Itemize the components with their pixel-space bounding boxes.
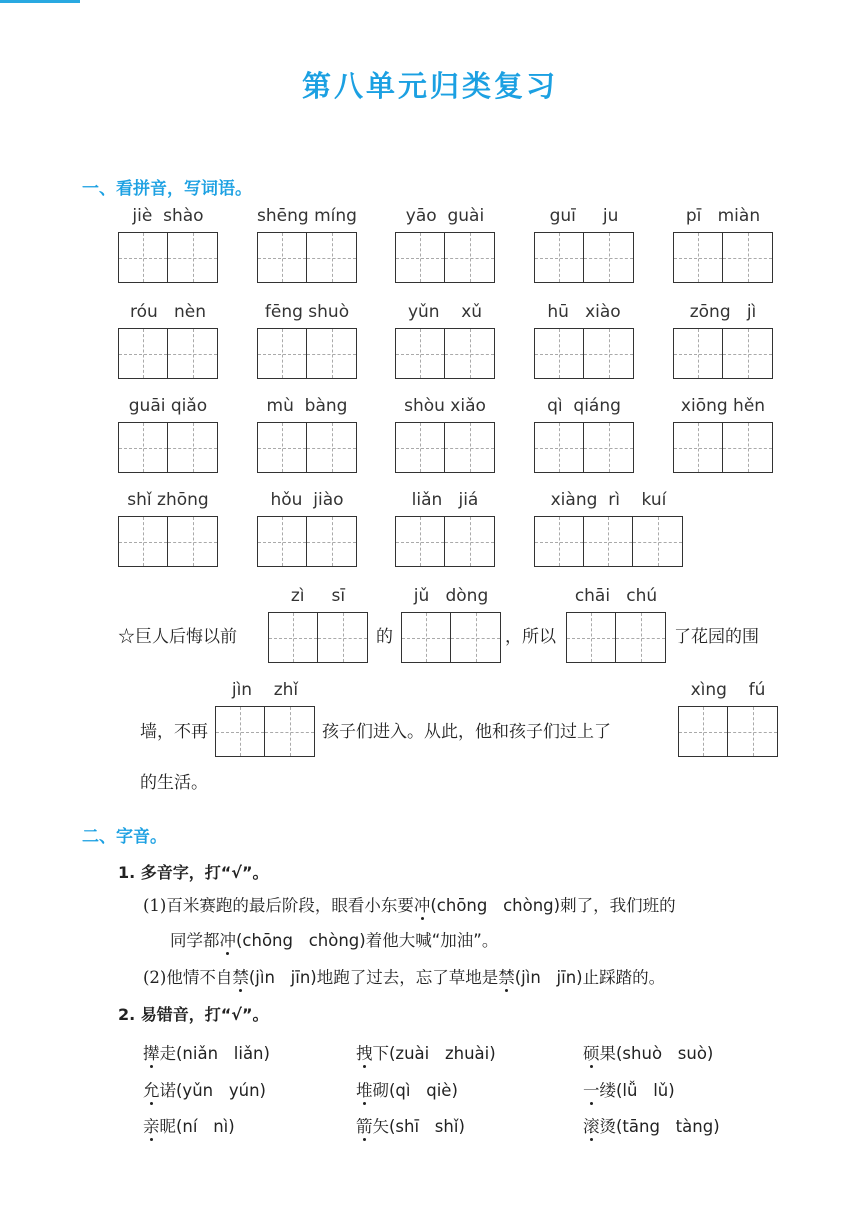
tian-box[interactable]	[258, 517, 307, 566]
pinyin-label: xiàng rì kuí	[550, 490, 667, 510]
marked-char: 撵	[143, 1044, 160, 1063]
story-text-4: 了花园的围	[674, 627, 759, 647]
q2-item	[143, 1113, 235, 1137]
tian-box[interactable]	[396, 233, 445, 282]
tian-box[interactable]	[723, 233, 772, 282]
story-text-2: 的	[376, 627, 393, 647]
tian-box[interactable]	[396, 423, 445, 472]
top-accent-bar	[0, 0, 80, 3]
pinyin-options[interactable]: (yǔn yún)	[176, 1081, 266, 1100]
pinyin-options[interactable]: (chōng chòng)着他大喊“加油”。	[236, 931, 499, 950]
question-2-title: 2. 易错音，打“√”。	[118, 1005, 269, 1024]
q2-item	[583, 1113, 720, 1137]
story-text-6: 孩子们进入。从此，他和孩子们过上了	[322, 722, 611, 742]
answer-boxes[interactable]	[257, 422, 357, 473]
marked-char: 禁	[232, 968, 249, 987]
tian-box[interactable]	[723, 329, 772, 378]
marked-char: 冲	[413, 896, 431, 915]
answer-boxes[interactable]	[534, 422, 634, 473]
q1-text: 同学都	[170, 931, 220, 950]
marked-char: 箭	[356, 1117, 373, 1136]
pinyin-label: róu nèn	[129, 302, 206, 322]
pinyin-label: guī ju	[549, 206, 619, 226]
tian-box[interactable]	[584, 423, 633, 472]
answer-boxes[interactable]	[118, 232, 218, 283]
pinyin-options[interactable]: (niǎn liǎn)	[176, 1044, 270, 1063]
word-char: 缕	[599, 1081, 616, 1100]
tian-box[interactable]	[674, 423, 723, 472]
tian-box[interactable]	[584, 329, 633, 378]
tian-box[interactable]	[535, 423, 584, 472]
marked-char: 冲	[219, 931, 236, 950]
answer-boxes[interactable]	[534, 516, 683, 567]
pinyin-options[interactable]: (qì qiè)	[389, 1081, 458, 1100]
answer-boxes[interactable]	[673, 328, 773, 379]
tian-box[interactable]	[307, 329, 356, 378]
tian-box[interactable]	[723, 423, 772, 472]
tian-box[interactable]	[168, 233, 217, 282]
pinyin-label: yǔn xǔ	[407, 302, 483, 322]
story-answer-boxes-3[interactable]	[566, 612, 666, 663]
pinyin-options[interactable]: (chōng chòng)刺了，我们班的	[430, 896, 676, 915]
answer-boxes[interactable]	[395, 232, 495, 283]
marked-char: 一	[583, 1081, 600, 1100]
pinyin-label: yāo guài	[405, 206, 485, 226]
tian-box[interactable]	[445, 233, 494, 282]
tian-box[interactable]	[258, 423, 307, 472]
story-pinyin-5: xìng fú	[690, 680, 766, 700]
marked-char: 拽	[356, 1044, 373, 1063]
pinyin-options[interactable]: (shuò suò)	[616, 1044, 714, 1063]
word-char: 矢	[372, 1117, 389, 1136]
q1-sentence-1-line-1	[143, 895, 676, 917]
pinyin-options[interactable]: (zuài zhuài)	[389, 1044, 496, 1063]
q2-item	[143, 1077, 266, 1101]
q2-item	[356, 1113, 465, 1137]
story-pinyin-4: jìn zhǐ	[231, 680, 299, 700]
tian-box[interactable]	[633, 517, 682, 566]
tian-box[interactable]	[307, 423, 356, 472]
story-answer-boxes-4[interactable]	[215, 706, 315, 757]
pinyin-label: qì qiáng	[547, 396, 621, 416]
pinyin-options[interactable]: (shī shǐ)	[389, 1117, 465, 1136]
tian-box[interactable]	[535, 329, 584, 378]
tian-box[interactable]	[535, 517, 584, 566]
pinyin-label: zōng jì	[689, 302, 757, 322]
pinyin-options[interactable]: (jìn jīn)地跑了过去，忘了草地是	[248, 968, 499, 987]
pinyin-label: jiè shào	[132, 206, 204, 226]
tian-box[interactable]	[584, 517, 633, 566]
pinyin-options[interactable]: (jìn jīn)止踩踏的。	[514, 968, 666, 987]
tian-box[interactable]	[168, 423, 217, 472]
marked-char: 滚	[583, 1117, 600, 1136]
tian-box[interactable]	[119, 233, 168, 282]
story-answer-boxes-2[interactable]	[401, 612, 501, 663]
tian-box[interactable]	[445, 423, 494, 472]
pinyin-label: fēng shuò	[264, 302, 350, 322]
pinyin-label: pī miàn	[685, 206, 761, 226]
story-pinyin-1: zì sī	[290, 586, 346, 606]
word-char: 果	[599, 1044, 616, 1063]
q2-item	[356, 1040, 496, 1064]
pinyin-label: guāi qiǎo	[128, 396, 208, 416]
story-text-1: ☆巨人后悔以前	[118, 627, 237, 647]
answer-boxes[interactable]	[673, 422, 773, 473]
tian-box[interactable]	[307, 517, 356, 566]
story-answer-boxes-5[interactable]	[678, 706, 778, 757]
pinyin-options[interactable]: (tāng tàng)	[616, 1117, 720, 1136]
answer-boxes[interactable]	[118, 422, 218, 473]
pinyin-label: hǒu jiào	[270, 490, 344, 510]
tian-box[interactable]	[119, 517, 168, 566]
tian-box[interactable]	[307, 233, 356, 282]
pinyin-label: shǐ zhōng	[127, 490, 209, 510]
q1-text: (1)百米赛跑的最后阶段，眼看小东要	[143, 896, 414, 915]
answer-boxes[interactable]	[118, 328, 218, 379]
word-char: 下	[372, 1044, 389, 1063]
answer-boxes[interactable]	[257, 232, 357, 283]
tian-box[interactable]	[258, 329, 307, 378]
word-char: 烫	[599, 1117, 616, 1136]
pinyin-options[interactable]: (ní nì)	[176, 1117, 235, 1136]
pinyin-label: mù bàng	[266, 396, 348, 416]
pinyin-label: liǎn jiá	[411, 490, 479, 510]
word-char: 砌	[372, 1081, 389, 1100]
tian-box[interactable]	[674, 233, 723, 282]
answer-boxes[interactable]	[673, 232, 773, 283]
pinyin-label: shēng míng	[257, 206, 357, 226]
tian-box[interactable]	[396, 517, 445, 566]
q1-text: (2)他情不自	[143, 968, 233, 987]
word-char: 昵	[159, 1117, 176, 1136]
answer-boxes[interactable]	[534, 328, 634, 379]
q2-item	[583, 1077, 675, 1101]
marked-char: 允	[143, 1081, 160, 1100]
tian-box[interactable]	[119, 423, 168, 472]
story-pinyin-3: chāi chú	[574, 586, 658, 606]
answer-boxes[interactable]	[395, 422, 495, 473]
section-1-heading: 一、看拼音，写词语。	[82, 179, 252, 199]
story-pinyin-2: jǔ dòng	[413, 586, 489, 606]
story-text-7: 的生活。	[140, 773, 208, 793]
pinyin-label: xiōng hěn	[680, 396, 766, 416]
answer-boxes[interactable]	[395, 516, 495, 567]
q1-sentence-2	[143, 967, 665, 989]
story-text-3: ，所以	[505, 627, 556, 647]
q2-item	[583, 1040, 713, 1064]
page-title: 第八单元归类复习	[301, 69, 558, 103]
tian-box[interactable]	[535, 233, 584, 282]
answer-boxes[interactable]	[395, 328, 495, 379]
pinyin-label: hū xiào	[547, 302, 621, 322]
word-char: 诺	[159, 1081, 176, 1100]
answer-boxes[interactable]	[534, 232, 634, 283]
section-2-heading: 二、字音。	[82, 827, 167, 847]
tian-box[interactable]	[396, 329, 445, 378]
answer-boxes[interactable]	[118, 516, 218, 567]
tian-box[interactable]	[168, 329, 217, 378]
q2-item	[356, 1077, 458, 1101]
answer-boxes[interactable]	[257, 328, 357, 379]
tian-box[interactable]	[445, 329, 494, 378]
tian-box[interactable]	[258, 233, 307, 282]
q1-sentence-1-line-2	[170, 930, 498, 952]
tian-box[interactable]	[445, 517, 494, 566]
pinyin-label: shòu xiǎo	[404, 396, 486, 416]
story-answer-boxes-1[interactable]	[268, 612, 368, 663]
marked-char: 亲	[143, 1117, 160, 1136]
answer-boxes[interactable]	[257, 516, 357, 567]
question-1-title: 1. 多音字，打“√”。	[118, 863, 269, 882]
tian-box[interactable]	[168, 517, 217, 566]
marked-char: 堆	[356, 1081, 373, 1100]
pinyin-options[interactable]: (lǚ lǔ)	[616, 1081, 675, 1100]
tian-box[interactable]	[584, 233, 633, 282]
tian-box[interactable]	[119, 329, 168, 378]
q2-item	[143, 1040, 270, 1064]
marked-char: 硕	[583, 1044, 600, 1063]
marked-char: 禁	[498, 968, 515, 987]
story-text-5: 墙，不再	[140, 722, 208, 742]
word-char: 走	[159, 1044, 176, 1063]
tian-box[interactable]	[674, 329, 723, 378]
